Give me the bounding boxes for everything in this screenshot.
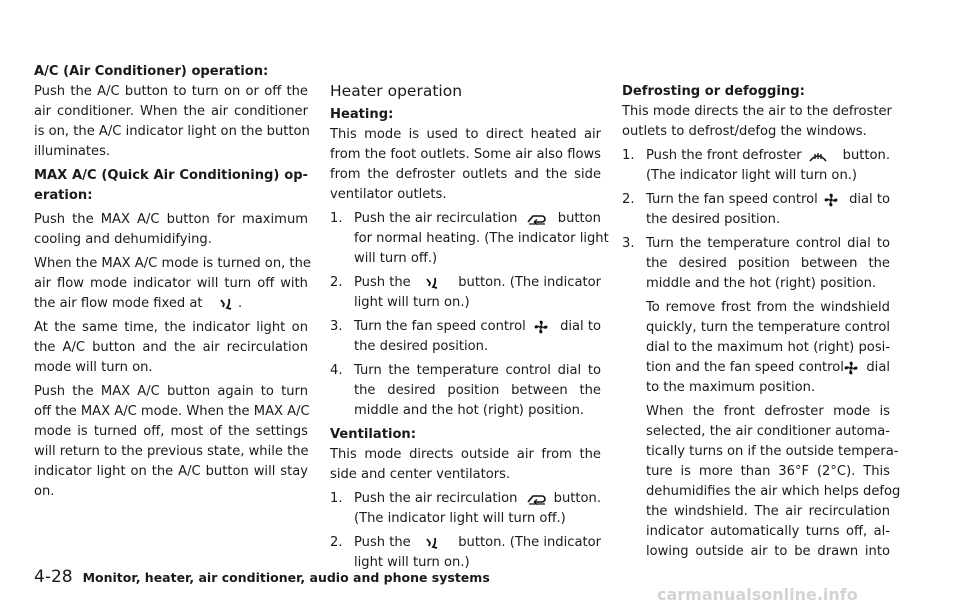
text-line: off the MAX A/C mode. When the MAX A/C (34, 404, 310, 419)
text-line: quickly, turn the temperature control (646, 320, 890, 335)
text-line: ventilator outlets. (330, 187, 447, 202)
text-line: the desired position between the (354, 383, 601, 398)
text-line: (The indicator light will turn on.) (646, 168, 858, 183)
text-segment: Push the front defroster (646, 148, 802, 163)
text-line-with-icon (34, 294, 308, 314)
text-line: the desired position. (354, 339, 489, 354)
heater-operation-heading: Heater operation (330, 82, 463, 100)
text-segment: button. (The indicator (458, 275, 601, 290)
text-line: side and center ventilators. (330, 467, 511, 482)
ac-operation-heading: A/C (Air Conditioner) operation: (34, 64, 269, 79)
text-line: light will turn on.) (354, 295, 470, 310)
text-line: the windshield. The air recirculation (646, 504, 890, 519)
list-item (622, 146, 890, 166)
text-line: This mode directs outside air from the (330, 447, 601, 462)
text-segment: Turn the temperature control dial to (354, 363, 601, 378)
text-line: Push the MAX A/C button for maximum (34, 212, 308, 227)
text-segment: the air flow mode fixed at (34, 296, 203, 311)
list-item (330, 273, 601, 293)
text-segment: tion and the fan speed control (646, 360, 844, 375)
text-line: When the MAX A/C mode is turned on, the (34, 256, 311, 271)
text-line: dial to the maximum hot (right) posi- (646, 340, 890, 355)
list-item (622, 234, 890, 254)
list-number: 3. (622, 236, 635, 251)
list-number: 2. (330, 535, 343, 550)
defrosting-heading: Defrosting or defogging: (622, 84, 805, 99)
text-line: outlets to defrost/defog the windows. (622, 124, 867, 139)
list-number: 4. (330, 363, 343, 378)
list-item (330, 317, 601, 337)
foot-mode-icon (424, 536, 442, 550)
text-segment: Push the air recirculation (354, 211, 518, 226)
list-item (330, 209, 601, 229)
text-line: air conditioner. When the air conditioner (34, 104, 308, 119)
text-segment: Push the (354, 535, 411, 550)
text-line: air flow mode indicator will turn off with (34, 276, 308, 291)
list-number: 2. (330, 275, 343, 290)
text-line: for normal heating. (The indicator light (354, 231, 609, 246)
text-line: mode is turned off, most of the settings (34, 424, 308, 439)
text-segment: Turn the fan speed control (354, 319, 526, 334)
watermark: carmanualsonline.info (657, 585, 858, 604)
text-line: middle and the hot (right) position. (354, 403, 585, 418)
text-line: indicator light on the A/C button will stay (34, 464, 308, 479)
list-number: 1. (330, 211, 343, 226)
text-segment: dial to (560, 319, 601, 334)
max-ac-heading-cont: eration: (34, 188, 93, 203)
list-item (330, 361, 601, 381)
text-line: on. (34, 484, 55, 499)
text-line: This mode directs the air to the defroster (622, 104, 892, 119)
text-line: (The indicator light will turn off.) (354, 511, 566, 526)
text-line: from the defroster outlets and the side (330, 167, 601, 182)
text-segment: Turn the temperature control dial to (646, 236, 890, 251)
text-line: from the foot outlets. Some air also flows (330, 147, 601, 162)
list-number: 1. (330, 491, 343, 506)
text-line: At the same time, the indicator light on (34, 320, 308, 335)
text-line: tically turns on if the outside tempera- (646, 444, 899, 459)
list-number: 2. (622, 192, 635, 207)
max-ac-heading: MAX A/C (Quick Air Conditioning) op- (34, 168, 308, 183)
text-segment: button (557, 211, 601, 226)
text-segment: Push the (354, 275, 411, 290)
text-line: cooling and dehumidifying. (34, 232, 212, 247)
text-segment: Turn the fan speed control (646, 192, 818, 207)
text-segment: dial (866, 360, 890, 375)
text-line: lowing outside air to be drawn into (646, 544, 890, 559)
text-segment: Push the air recirculation (354, 491, 518, 506)
fan-icon (824, 193, 838, 207)
fan-icon (844, 361, 858, 375)
list-item (330, 489, 601, 509)
text-line: is on, the A/C indicator light on the button (34, 124, 310, 139)
page-number: 4-28 (34, 567, 73, 587)
text-line: will turn off.) (354, 251, 438, 266)
text-line: to the maximum position. (646, 380, 816, 395)
text-line: indicator automatically turns off, al- (646, 524, 890, 539)
text-line: selected, the air conditioner automa- (646, 424, 890, 439)
text-segment: dial to (849, 192, 890, 207)
text-line: Push the MAX A/C button again to turn (34, 384, 308, 399)
text-line: dehumidifies the air which helps defog (646, 484, 901, 499)
front-defroster-icon (808, 149, 828, 163)
text-segment: . (238, 296, 243, 311)
fan-icon (534, 320, 548, 334)
air-recirculation-icon (526, 212, 548, 226)
text-line: Push the A/C button to turn on or off the (34, 84, 308, 99)
heating-subheading: Heating: (330, 107, 394, 122)
foot-mode-icon (424, 276, 442, 290)
text-segment: button. (553, 491, 601, 506)
list-item (622, 190, 890, 210)
list-number: 3. (330, 319, 343, 334)
text-line: mode will turn on. (34, 360, 153, 375)
section-title: Monitor, heater, air conditioner, audio and phone systems (82, 570, 490, 585)
text-line: illuminates. (34, 144, 111, 159)
list-number: 1. (622, 148, 635, 163)
text-line: the desired position between the (646, 256, 890, 271)
ventilation-subheading: Ventilation: (330, 427, 416, 442)
text-line: the desired position. (646, 212, 781, 227)
text-line: middle and the hot (right) position. (646, 276, 877, 291)
text-line: To remove frost from the windshield (646, 300, 890, 315)
list-item (330, 533, 601, 553)
text-segment: button. (842, 148, 890, 163)
air-recirculation-icon (526, 492, 548, 506)
text-line: the A/C button and the air recirculation (34, 340, 308, 355)
text-line: When the front defroster mode is (646, 404, 890, 419)
text-segment: button. (The indicator (458, 535, 601, 550)
text-line-with-icon (646, 358, 890, 378)
text-line: will return to the previous state, while the (34, 444, 309, 459)
text-line: light will turn on.) (354, 555, 470, 570)
page-footer (34, 567, 490, 589)
foot-mode-icon (218, 297, 236, 311)
text-line: ture is more than 36°F (2°C). This (646, 464, 890, 479)
text-line: This mode is used to direct heated air (330, 127, 601, 142)
